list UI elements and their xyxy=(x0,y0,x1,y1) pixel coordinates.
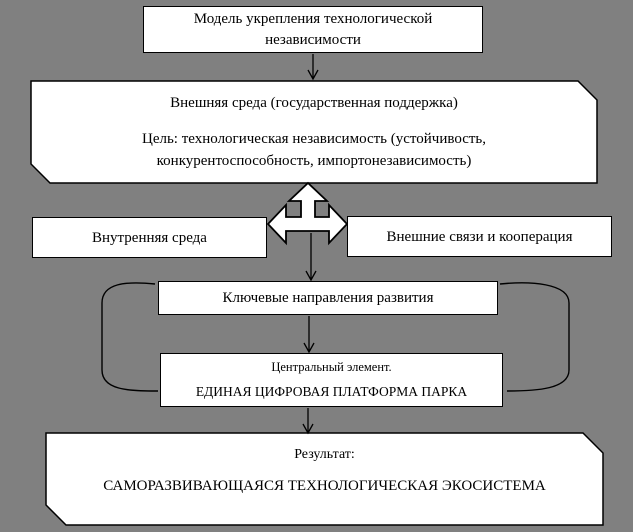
node-internal-label: Внутренняя среда xyxy=(92,229,207,246)
node-external-label: Внешние связи и кооперация xyxy=(386,228,573,245)
arrow-down-central-to-result xyxy=(303,408,313,433)
node-environment-goal-line1: Цель: технологическая независимость (устойчивость, xyxy=(141,131,487,147)
node-environment xyxy=(31,81,597,183)
three-way-arrow-icon xyxy=(268,183,347,243)
arrow-down-to-directions xyxy=(306,233,316,280)
node-result-line1: Результат: xyxy=(294,447,355,462)
node-result xyxy=(46,433,603,525)
node-internal-environment xyxy=(32,217,267,258)
node-model-line2: независимости xyxy=(265,31,361,48)
node-result-line2: САМОРАЗВИВАЮЩАЯСЯ ТЕХНОЛОГИЧЕСКАЯ ЭКОСИСТЕМА xyxy=(103,478,546,494)
bracket-right-connector xyxy=(500,283,569,391)
node-key-directions xyxy=(158,281,498,315)
node-external-links xyxy=(347,216,612,257)
node-environment-line1: Внешняя среда (государственная поддержка) xyxy=(170,95,458,111)
node-central-line2: ЕДИНАЯ ЦИФРОВАЯ ПЛАТФОРМА ПАРКА xyxy=(195,384,468,399)
node-model-title xyxy=(143,6,483,53)
node-central-element xyxy=(160,353,503,407)
arrow-down-directions-to-central xyxy=(304,316,314,352)
node-central-line1: Центральный элемент. xyxy=(271,360,392,374)
node-environment-goal-line2: конкурентоспособность, импортонезависимость) xyxy=(156,153,472,169)
node-directions-label: Ключевые направления развития xyxy=(222,290,434,306)
arrow-down-model-to-environment xyxy=(308,54,318,79)
bracket-left-connector xyxy=(102,283,158,391)
node-model-line1: Модель укрепления технологической xyxy=(193,10,433,27)
